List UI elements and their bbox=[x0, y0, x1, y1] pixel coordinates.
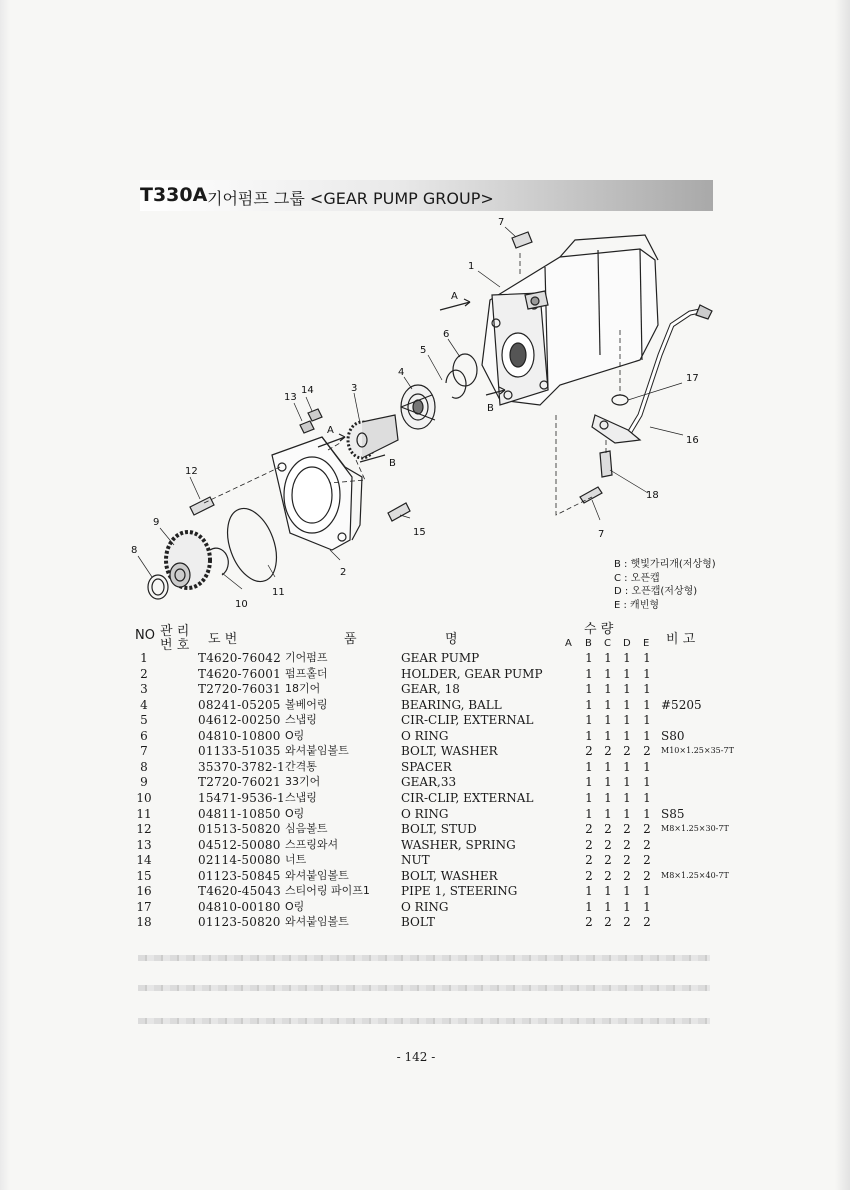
section-title: 기어펌프 그룹 <GEAR PUMP GROUP> bbox=[207, 189, 494, 208]
qty-d: 2 bbox=[623, 822, 631, 837]
qty-d: 2 bbox=[623, 868, 631, 883]
qty-b: 2 bbox=[585, 868, 593, 883]
gear-pump-drawing bbox=[482, 235, 658, 405]
qty-b: 1 bbox=[585, 682, 593, 697]
page-number: - 142 - bbox=[396, 1050, 436, 1064]
qty-d: 1 bbox=[623, 697, 631, 712]
callout-6: 6 bbox=[443, 329, 450, 340]
callout-4: 4 bbox=[398, 367, 405, 378]
korean-name: 너트 bbox=[285, 853, 307, 867]
qty-e: 2 bbox=[643, 822, 651, 837]
qty-c: 2 bbox=[604, 915, 612, 930]
header-col-c: C bbox=[604, 638, 611, 649]
english-name: O RING bbox=[401, 899, 449, 914]
qty-c: 1 bbox=[604, 697, 612, 712]
header-name-right: 명 bbox=[445, 632, 458, 647]
part-number: 11 bbox=[136, 806, 152, 821]
table-row bbox=[0, 883, 850, 899]
korean-name: 33기어 bbox=[285, 775, 321, 789]
drawing-number: T4620-45043 bbox=[198, 884, 281, 899]
korean-name: 스냅링 bbox=[285, 713, 317, 727]
header-col-b: B bbox=[585, 638, 592, 649]
qty-e: 1 bbox=[643, 884, 651, 899]
gear-18-drawing bbox=[348, 415, 398, 458]
korean-name: 볼베어링 bbox=[285, 697, 328, 711]
drawing-number: T4620-76001 bbox=[198, 666, 281, 681]
qty-c: 1 bbox=[604, 713, 612, 728]
bearing-drawing bbox=[401, 385, 435, 429]
english-name: GEAR PUMP bbox=[401, 651, 480, 665]
korean-name: 기어펌프 bbox=[285, 651, 328, 664]
callout-5: 5 bbox=[420, 345, 427, 356]
korean-name: 와셔붙임볼트 bbox=[285, 915, 349, 929]
table-row bbox=[0, 821, 850, 837]
english-name: SPACER bbox=[401, 759, 452, 774]
qty-e: 2 bbox=[643, 868, 651, 883]
english-name: HOLDER, GEAR PUMP bbox=[401, 666, 543, 681]
drawing-number: 04811-10850 bbox=[198, 806, 281, 821]
drawing-number: 01123-50845 bbox=[198, 868, 281, 883]
part-number: 1 bbox=[140, 651, 148, 665]
qty-b: 2 bbox=[585, 744, 593, 759]
qty-b: 1 bbox=[585, 759, 593, 774]
scan-streak bbox=[138, 985, 710, 991]
callout-10: 10 bbox=[235, 599, 248, 610]
callout-9: 9 bbox=[153, 517, 160, 528]
qty-d: 1 bbox=[623, 790, 631, 805]
drawing-number: 04810-00180 bbox=[198, 899, 281, 914]
table-row bbox=[0, 712, 850, 728]
variant-legend bbox=[614, 558, 716, 612]
qty-e: 1 bbox=[643, 713, 651, 728]
part-number: 10 bbox=[136, 790, 152, 805]
drawing-number: 02114-50080 bbox=[198, 853, 281, 868]
callout-b-upper: B bbox=[487, 403, 494, 414]
qty-d: 2 bbox=[623, 837, 631, 852]
korean-name: 심음볼트 bbox=[285, 822, 328, 836]
gear-33-drawing bbox=[166, 532, 210, 588]
qty-e: 1 bbox=[643, 790, 651, 805]
callout-18: 18 bbox=[646, 490, 659, 501]
qty-b: 1 bbox=[585, 666, 593, 681]
section-code: T330A bbox=[140, 184, 208, 206]
callout-b-lower: B bbox=[389, 458, 396, 469]
qty-d: 1 bbox=[623, 651, 631, 665]
qty-d: 1 bbox=[623, 759, 631, 774]
callout-17: 17 bbox=[686, 373, 699, 384]
korean-name: 스티어링 파이프1 bbox=[285, 884, 370, 898]
qty-c: 1 bbox=[604, 899, 612, 914]
qty-c: 1 bbox=[604, 728, 612, 743]
qty-b: 1 bbox=[585, 899, 593, 914]
english-name: BEARING, BALL bbox=[401, 697, 502, 712]
part-number: 9 bbox=[140, 775, 148, 790]
table-row bbox=[0, 899, 850, 915]
part-number: 6 bbox=[140, 728, 148, 743]
header-mgmt-bottom: 번 호 bbox=[160, 638, 190, 653]
remark: M8×1.25×30-7T bbox=[661, 824, 729, 834]
qty-e: 1 bbox=[643, 666, 651, 681]
part-number: 3 bbox=[140, 682, 148, 697]
callout-14: 14 bbox=[301, 385, 314, 396]
qty-b: 1 bbox=[585, 884, 593, 899]
english-name: BOLT, STUD bbox=[401, 822, 477, 837]
english-name: BOLT, WASHER bbox=[401, 868, 498, 883]
qty-d: 1 bbox=[623, 666, 631, 681]
korean-name: O링 bbox=[285, 806, 305, 820]
english-name: BOLT bbox=[401, 915, 435, 930]
callout-7-top: 7 bbox=[498, 217, 505, 228]
drawing-number: 15471-9536-1 bbox=[198, 790, 285, 805]
header-col-e: E bbox=[643, 638, 650, 649]
scan-streak bbox=[138, 955, 710, 961]
qty-c: 1 bbox=[604, 682, 612, 697]
callout-13: 13 bbox=[284, 392, 297, 403]
qty-c: 1 bbox=[604, 806, 612, 821]
english-name: WASHER, SPRING bbox=[401, 837, 516, 852]
scan-streak bbox=[138, 1018, 710, 1024]
table-row bbox=[0, 774, 850, 790]
english-name: PIPE 1, STEERING bbox=[401, 884, 518, 899]
part-number: 2 bbox=[140, 666, 148, 681]
table-row bbox=[0, 666, 850, 682]
table-row bbox=[0, 681, 850, 697]
drawing-number: 01133-51035 bbox=[198, 744, 281, 759]
qty-b: 1 bbox=[585, 790, 593, 805]
drawing-number: T4620-76042 bbox=[198, 651, 281, 665]
korean-name: 18기어 bbox=[285, 682, 321, 696]
header-quantity: 수 량 bbox=[584, 622, 614, 637]
table-row bbox=[0, 806, 850, 822]
qty-d: 1 bbox=[623, 806, 631, 821]
drawing-number: 04810-10800 bbox=[198, 728, 281, 743]
qty-b: 2 bbox=[585, 837, 593, 852]
qty-d: 2 bbox=[623, 744, 631, 759]
legend-item: D : 오픈캡(저상형) bbox=[614, 586, 698, 597]
english-name: NUT bbox=[401, 853, 430, 868]
header-col-d: D bbox=[623, 638, 631, 649]
part-number: 15 bbox=[136, 868, 152, 883]
header-col-a: A bbox=[565, 638, 572, 649]
header-no: NO bbox=[135, 628, 155, 643]
qty-e: 1 bbox=[643, 682, 651, 697]
english-name: GEAR, 18 bbox=[401, 682, 460, 697]
part-number: 18 bbox=[136, 915, 152, 930]
table-row bbox=[0, 837, 850, 853]
english-name: GEAR,33 bbox=[401, 775, 457, 790]
english-name: O RING bbox=[401, 728, 449, 743]
qty-c: 1 bbox=[604, 666, 612, 681]
part-number: 8 bbox=[140, 759, 148, 774]
callout-1: 1 bbox=[468, 261, 475, 272]
korean-name: O링 bbox=[285, 728, 305, 742]
qty-b: 1 bbox=[585, 775, 593, 790]
remark: S85 bbox=[661, 806, 685, 821]
drawing-number: T2720-76021 bbox=[198, 775, 281, 790]
qty-c: 2 bbox=[604, 853, 612, 868]
header-mgmt-top: 관 리 bbox=[160, 624, 190, 639]
qty-e: 1 bbox=[643, 775, 651, 790]
callout-a-lower: A bbox=[327, 425, 334, 436]
qty-c: 1 bbox=[604, 790, 612, 805]
qty-e: 1 bbox=[643, 806, 651, 821]
callout-8: 8 bbox=[131, 545, 138, 556]
callout-12: 12 bbox=[185, 466, 198, 477]
qty-d: 1 bbox=[623, 682, 631, 697]
qty-e: 2 bbox=[643, 837, 651, 852]
part-number: 12 bbox=[136, 822, 152, 837]
qty-d: 1 bbox=[623, 775, 631, 790]
table-row bbox=[0, 743, 850, 759]
drawing-number: T2720-76031 bbox=[198, 682, 281, 697]
qty-b: 1 bbox=[585, 728, 593, 743]
korean-name: 스냅링 bbox=[285, 790, 317, 804]
drawing-number: 04512-50080 bbox=[198, 837, 281, 852]
part-number: 4 bbox=[140, 697, 148, 712]
part-number: 17 bbox=[136, 899, 152, 914]
callout-15: 15 bbox=[413, 527, 426, 538]
qty-e: 1 bbox=[643, 697, 651, 712]
legend-item: B : 햇빛가리개(저상형) bbox=[614, 559, 716, 570]
part-number: 7 bbox=[140, 744, 148, 759]
remark: S80 bbox=[661, 728, 685, 743]
legend-item: E : 캐빈형 bbox=[614, 599, 660, 611]
english-name: CIR-CLIP, EXTERNAL bbox=[401, 790, 534, 805]
pump-holder-drawing bbox=[272, 437, 362, 550]
korean-name: 와셔붙임볼트 bbox=[285, 868, 349, 882]
korean-name: 와셔붙임볼트 bbox=[285, 744, 349, 758]
korean-name: 펌프홀더 bbox=[285, 666, 328, 680]
callout-16: 16 bbox=[686, 435, 699, 446]
qty-e: 1 bbox=[643, 899, 651, 914]
table-row bbox=[0, 759, 850, 775]
remark: M10×1.25×35-7T bbox=[661, 746, 734, 756]
header-remarks: 비 고 bbox=[666, 632, 696, 647]
qty-b: 2 bbox=[585, 853, 593, 868]
qty-d: 1 bbox=[623, 713, 631, 728]
drawing-number: 04612-00250 bbox=[198, 713, 281, 728]
header-name-left: 품 bbox=[344, 632, 357, 647]
table-row bbox=[0, 697, 850, 713]
korean-name: 스프링와셔 bbox=[285, 837, 339, 851]
qty-b: 2 bbox=[585, 822, 593, 837]
qty-d: 1 bbox=[623, 899, 631, 914]
drawing-number: 01123-50820 bbox=[198, 915, 281, 930]
qty-e: 1 bbox=[643, 651, 651, 665]
english-name: CIR-CLIP, EXTERNAL bbox=[401, 713, 534, 728]
qty-c: 2 bbox=[604, 868, 612, 883]
exploded-parts-diagram bbox=[0, 215, 850, 615]
part-number: 14 bbox=[136, 853, 152, 868]
qty-d: 1 bbox=[623, 884, 631, 899]
qty-c: 2 bbox=[604, 822, 612, 837]
callout-11: 11 bbox=[272, 587, 285, 598]
remark: M8×1.25×40-7T bbox=[661, 870, 729, 880]
part-number: 13 bbox=[136, 837, 152, 852]
table-row bbox=[0, 914, 850, 930]
part-number: 16 bbox=[136, 884, 152, 899]
remark: #5205 bbox=[661, 697, 702, 712]
drawing-number: 08241-05205 bbox=[198, 697, 281, 712]
table-row bbox=[0, 728, 850, 744]
header-drawing-no: 도 번 bbox=[208, 632, 238, 647]
callout-3: 3 bbox=[351, 383, 358, 394]
table-row bbox=[0, 852, 850, 868]
qty-c: 1 bbox=[604, 651, 612, 665]
table-row bbox=[0, 868, 850, 884]
english-name: O RING bbox=[401, 806, 449, 821]
callout-a-upper: A bbox=[451, 291, 458, 302]
drawing-number: 35370-3782-1 bbox=[198, 759, 285, 774]
qty-b: 2 bbox=[585, 915, 593, 930]
qty-d: 2 bbox=[623, 915, 631, 930]
qty-c: 1 bbox=[604, 884, 612, 899]
qty-c: 2 bbox=[604, 837, 612, 852]
table-row bbox=[0, 650, 850, 666]
english-name: BOLT, WASHER bbox=[401, 744, 498, 759]
callout-7-bottom: 7 bbox=[598, 529, 605, 540]
qty-b: 1 bbox=[585, 806, 593, 821]
qty-b: 1 bbox=[585, 697, 593, 712]
legend-item: C : 오픈캡 bbox=[614, 572, 660, 584]
table-row bbox=[0, 790, 850, 806]
korean-name: O링 bbox=[285, 899, 305, 913]
qty-b: 1 bbox=[585, 651, 593, 665]
drawing-number: 01513-50820 bbox=[198, 822, 281, 837]
qty-c: 2 bbox=[604, 744, 612, 759]
qty-d: 2 bbox=[623, 853, 631, 868]
korean-name: 간격통 bbox=[285, 759, 317, 773]
qty-e: 1 bbox=[643, 759, 651, 774]
qty-c: 1 bbox=[604, 759, 612, 774]
callout-2: 2 bbox=[340, 567, 347, 578]
qty-b: 1 bbox=[585, 713, 593, 728]
qty-e: 2 bbox=[643, 915, 651, 930]
qty-e: 2 bbox=[643, 744, 651, 759]
qty-e: 2 bbox=[643, 853, 651, 868]
qty-c: 1 bbox=[604, 775, 612, 790]
qty-d: 1 bbox=[623, 728, 631, 743]
qty-e: 1 bbox=[643, 728, 651, 743]
part-number: 5 bbox=[140, 713, 148, 728]
